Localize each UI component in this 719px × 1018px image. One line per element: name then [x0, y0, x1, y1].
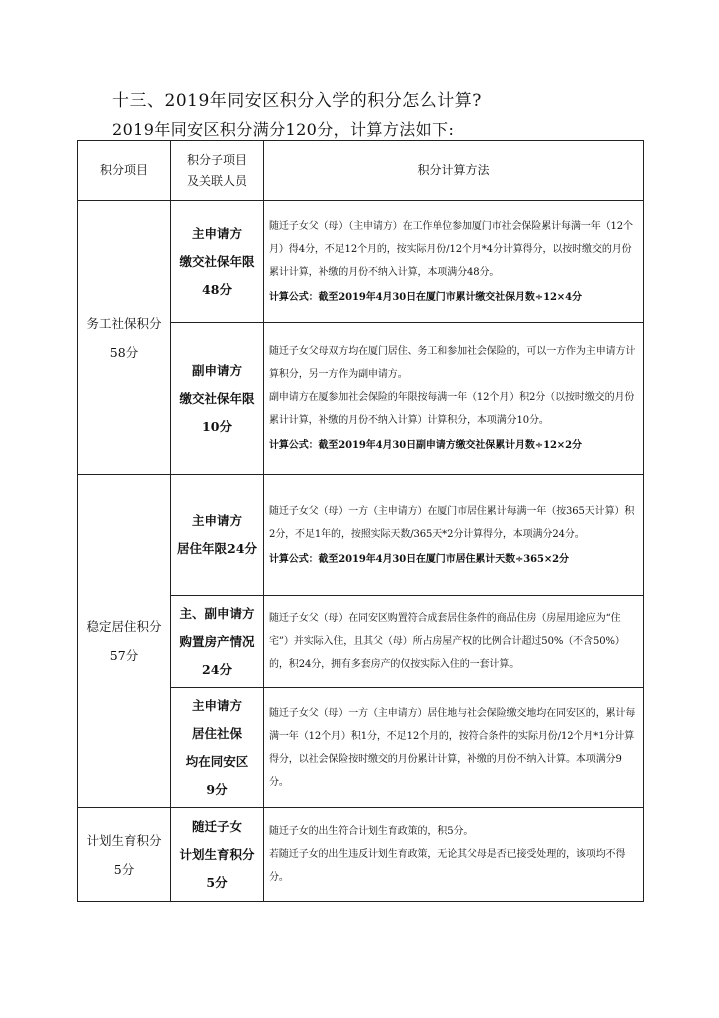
subitem-cell: 主申请方 缴交社保年限 48分 — [171, 201, 264, 323]
subitem-cell: 主申请方 居住年限24分 — [171, 475, 264, 596]
score-table — [77, 140, 644, 902]
category-cell: 务工社保积分 58分 — [78, 201, 171, 475]
table-header-row — [78, 141, 644, 201]
method-cell: 随迁子女父（母）一方（主申请方）居住地与社会保险缴交地均在同安区的，累计每满一年（12个月）积1分，不足12个月的，按符合条件的实际月份/12个月*1分计算得分，以社会保险按时缴交的月份累计计算，补缴的月份不纳入计算。本项满分9分。 — [264, 688, 644, 808]
method-cell: 随迁子女父（母）一方（主申请方）在厦门市居住累计每满一年（按365天计算）积2分，不足1年的，按照实际天数/365天*2分计算得分，本项满分24分。 计算公式：截至2019年4月30日在厦门市居住累计天数÷365×2分 — [264, 475, 644, 596]
header-subitem: 积分子项目 及关联人员 — [171, 141, 264, 201]
formula-text: 计算公式：截至2019年4月30日在厦门市累计缴交社保月数÷12×4分 — [269, 291, 582, 303]
method-cell: 随迁子女的出生符合计划生育政策的，积5分。 若随迁子女的出生违反计划生育政策，无论其父母是否已接受处理的，该项均不得分。 — [264, 808, 644, 902]
table-row — [78, 201, 644, 323]
method-cell: 随迁子女父母双方均在厦门居住、务工和参加社会保险的，可以一方作为主申请方计算积分，另一方作为副申请方。 副申请方在厦参加社会保险的年限按每满一年（12个月）积2分（以按时缴交的月份累计计算，补缴的月份不纳入计算）计算积分，本项满分10分。 计算公式：截至2019年4月30日副申请方缴交社保累计月数÷12×2分 — [264, 323, 644, 475]
formula-text: 计算公式：截至2019年4月30日副申请方缴交社保累计月数÷12×2分 — [269, 440, 582, 451]
method-cell: 随迁子女父（母）（主申请方）在工作单位参加厦门市社会保险累计每满一年（12个月）得4分，不足12个月的，按实际月份/12个月*4分计算得分，以按时缴交的月份累计计算，补缴的月份不纳入计算，本项满分48分。 计算公式：截至2019年4月30日在厦门市累计缴交社保月数÷12×4分 — [264, 201, 644, 323]
header-method: 积分计算方法 — [264, 141, 644, 201]
table-row — [78, 475, 644, 596]
table-row — [78, 808, 644, 902]
subitem-cell: 主申请方 居住社保 均在同安区 9分 — [171, 688, 264, 808]
method-cell: 随迁子女父（母）在同安区购置符合成套居住条件的商品住房（房屋用途应为“住宅”）并实际入住，且其父（母）所占房屋产权的比例合计超过50%（不含50%）的，积24分，拥有多套房产的仅按实际入住的一套计算。 — [264, 596, 644, 688]
page-heading: 十三、2019年同安区积分入学的积分怎么计算? — [112, 91, 482, 111]
header-item: 积分项目 — [78, 141, 171, 201]
formula-text: 计算公式：截至2019年4月30日在厦门市居住累计天数÷365×2分 — [269, 553, 569, 565]
category-cell: 计划生育积分 5分 — [78, 808, 171, 902]
subitem-cell: 主、副申请方 购置房产情况 24分 — [171, 596, 264, 688]
page-subheading: 2019年同安区积分满分120分，计算方法如下: — [112, 120, 455, 139]
subitem-cell: 随迁子女 计划生育积分 5分 — [171, 808, 264, 902]
subitem-cell: 副申请方 缴交社保年限 10分 — [171, 323, 264, 475]
category-cell: 稳定居住积分 57分 — [78, 475, 171, 808]
